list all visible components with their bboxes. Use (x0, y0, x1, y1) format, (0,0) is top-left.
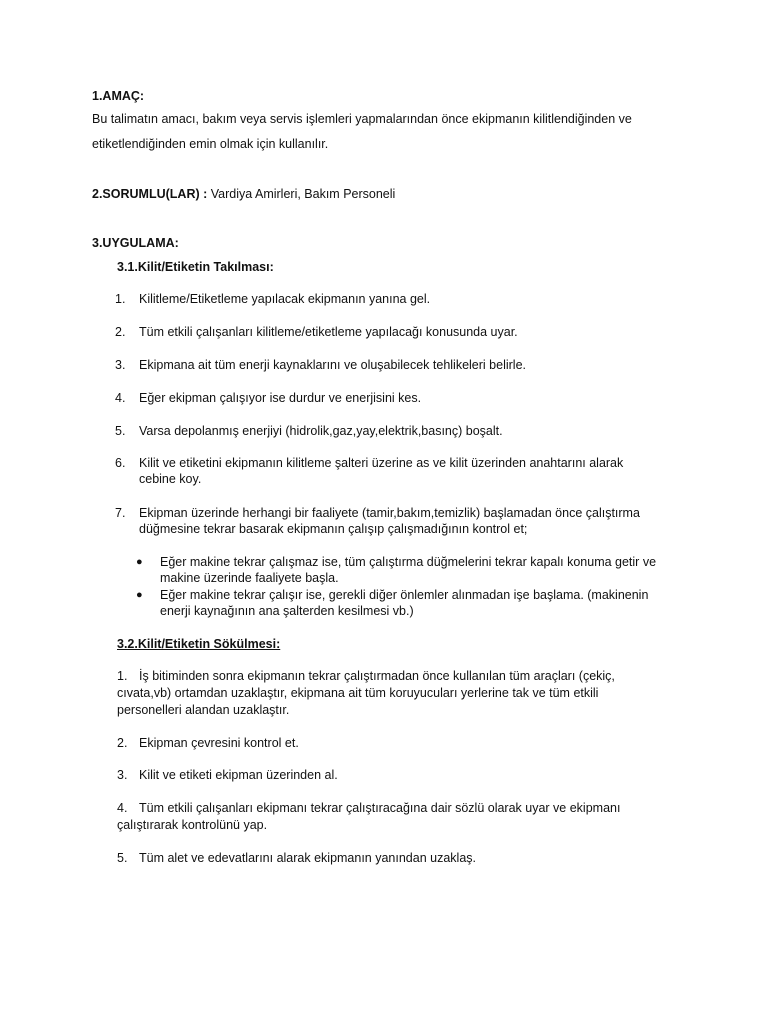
list-item-text: Ekipmana ait tüm enerji kaynaklarını ve oluşabilecek tehlikeleri belirle. (139, 358, 526, 372)
list-item-number: 6. (115, 456, 126, 470)
list-item-text: Eğer ekipman çalışıyor ise durdur ve enerjisini kes. (139, 391, 422, 405)
section-uygulama-heading: 3.UYGULAMA: (92, 236, 179, 250)
section-sorumlu (92, 186, 395, 203)
list-item-number: 3. (115, 358, 126, 372)
list-item-text: Tüm alet ve edevatlarını alarak ekipmanın yanından uzaklaş. (139, 851, 476, 865)
list-item-text: Kilit ve etiketini ekipmanın kilitleme şalteri üzerine as ve kilit üzerinden anahtarını alarak (139, 456, 624, 470)
bullet-text: Eğer makine tekrar çalışır ise, gerekli diğer önlemler alınmadan işe başlama. (makinenin (160, 588, 649, 602)
list-item-number: 4. (115, 391, 126, 405)
bullet-icon: ● (136, 589, 143, 601)
subsection-takilmasi-heading: 3.1.Kilit/Etiketin Takılması: (117, 260, 274, 274)
list-item-text: cıvata,vb) ortamdan uzaklaştır, ekipmana ait tüm koruyucuları yerlerine tak ve tüm etkili (117, 686, 599, 700)
list-item-text: Ekipman üzerinde herhangi bir faaliyete (tamir,bakım,temizlik) başlamadan önce çalıştırma (139, 506, 640, 520)
list-item-number: 4. (117, 801, 128, 815)
list-item-text: Kilit ve etiketi ekipman üzerinden al. (139, 768, 338, 782)
bullet-text: makine üzerinde faaliyete başla. (160, 571, 339, 585)
bullet-text: enerji kaynağının ana şalterden kesilmesi vb.) (160, 604, 414, 618)
list-item-text: cebine koy. (139, 472, 202, 486)
amac-text-line-1: Bu talimatın amacı, bakım veya servis işlemleri yapmalarından önce ekipmanın kilitlendiğinden ve (92, 112, 632, 126)
bullet-icon: ● (136, 556, 143, 568)
list-item-number: 2. (117, 736, 128, 750)
list-item-text: Varsa depolanmış enerjiyi (hidrolik,gaz,yay,elektrik,basınç) boşalt. (139, 424, 503, 438)
list-item-text: personelleri alandan uzaklaştır. (117, 703, 290, 717)
section-amac-heading: 1.AMAÇ: (92, 89, 145, 103)
list-item-text: Ekipman çevresini kontrol et. (139, 736, 299, 750)
list-item-text: Kilitleme/Etiketleme yapılacak ekipmanın yanına gel. (139, 292, 431, 306)
subsection-sokulmesi-heading: 3.2.Kilit/Etiketin Sökülmesi: (117, 637, 281, 651)
list-item-text: Tüm etkili çalışanları ekipmanı tekrar çalıştıracağına dair sözlü olarak uyar ve ekipmanı (139, 801, 621, 815)
sorumlu-heading: 2.SORUMLU(LAR) : (92, 187, 208, 201)
amac-text-line-2: etiketlendiğinden emin olmak için kullanılır. (92, 137, 329, 151)
list-item-number: 7. (115, 506, 126, 520)
sorumlu-value: Vardiya Amirleri, Bakım Personeli (210, 187, 396, 201)
list-item-text: düğmesine tekrar basarak ekipmanın çalışıp çalışmadığının kontrol et; (139, 522, 528, 536)
list-item-text: Tüm etkili çalışanları kilitleme/etiketleme yapılacağı konusunda uyar. (139, 325, 518, 339)
list-item-number: 1. (117, 669, 128, 683)
list-item-number: 1. (115, 292, 126, 306)
list-item-text: İş bitiminden sonra ekipmanın tekrar çalıştırmadan önce kullanılan tüm araçları (çekiç, (139, 669, 615, 683)
list-item-number: 2. (115, 325, 126, 339)
list-item-text: çalıştırarak kontrolünü yap. (117, 818, 268, 832)
list-item-number: 3. (117, 768, 128, 782)
bullet-text: Eğer makine tekrar çalışmaz ise, tüm çalıştırma düğmelerini tekrar kapalı konuma getir ve (160, 555, 657, 569)
list-item-number: 5. (115, 424, 126, 438)
list-item-number: 5. (117, 851, 128, 865)
